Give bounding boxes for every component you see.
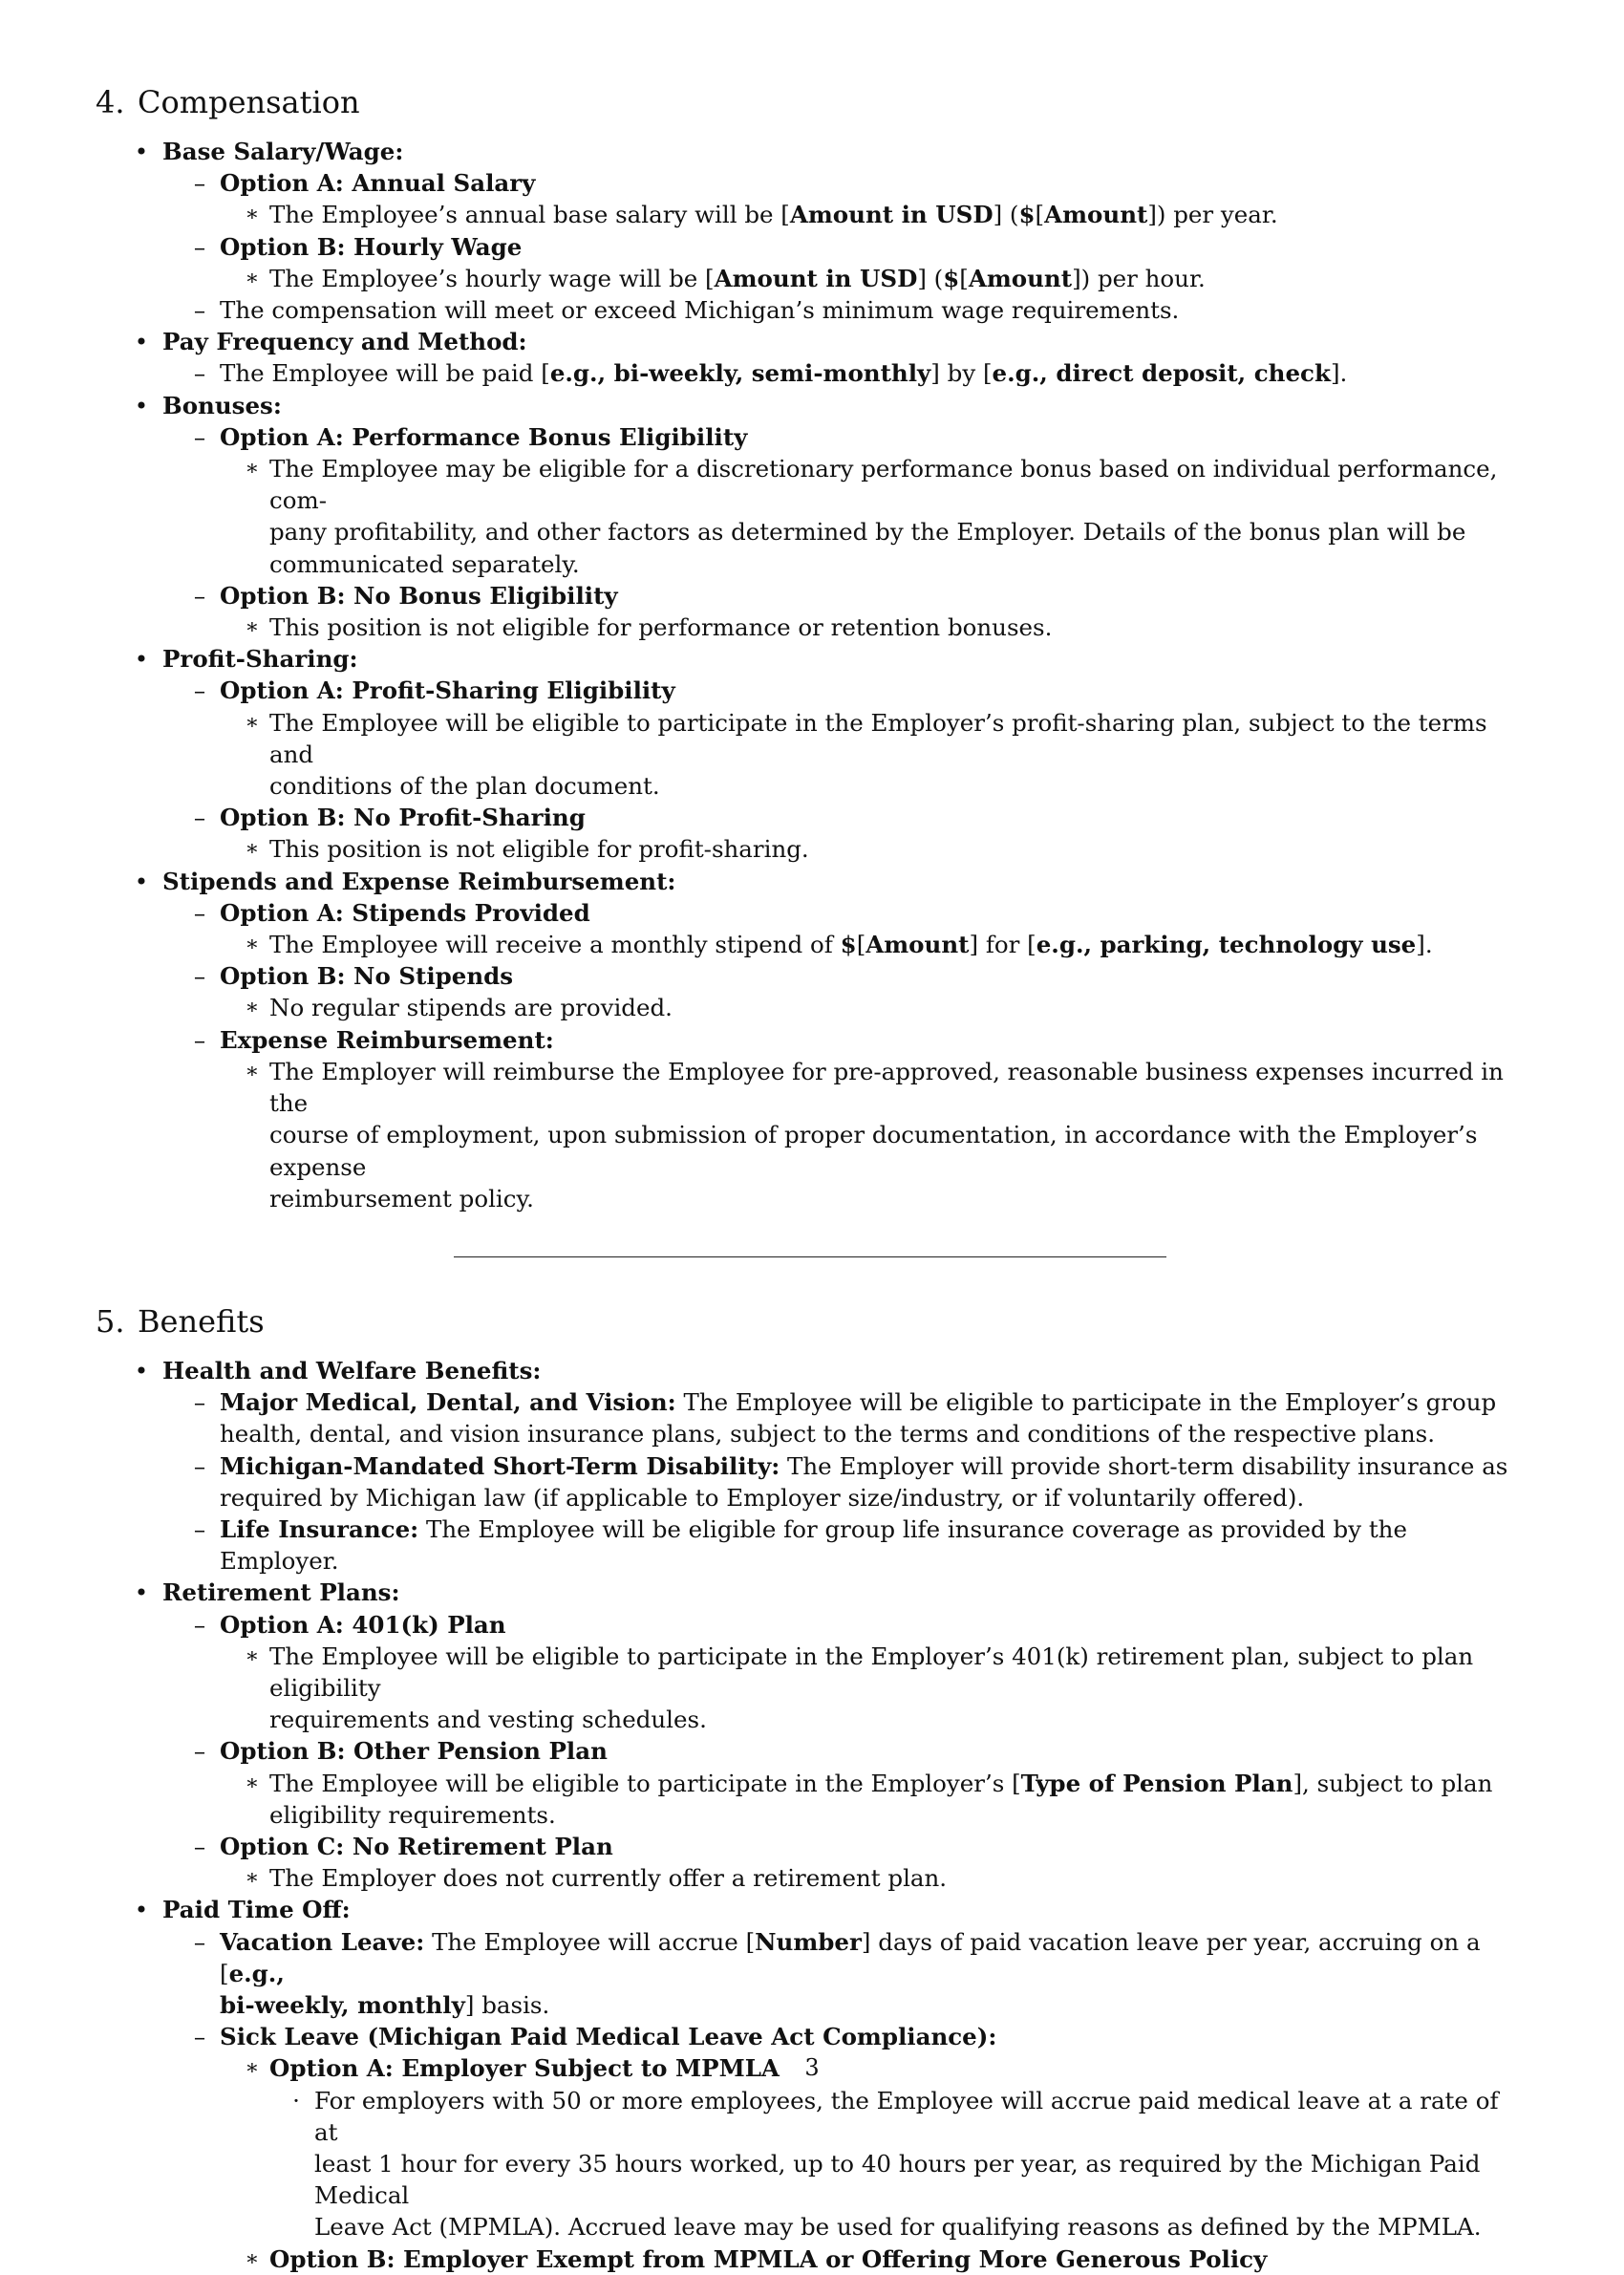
list-item: ∗ The Employee’s annual base salary will be [Amount in USD] ($[Amount]) per year. bbox=[96, 199, 1528, 230]
dash-icon: – bbox=[193, 1737, 206, 1766]
document-page bbox=[96, 82, 1528, 2275]
list-item: ∗ The Employer will reimburse the Employee for pre-approved, reasonable business expenses incurred in the bbox=[96, 1056, 1528, 1119]
list-item: – Option C: No Retirement Plan bbox=[96, 1831, 1528, 1862]
list-item: • Retirement Plans: bbox=[96, 1577, 1528, 1608]
list-item: – Option B: No Bonus Eligibility bbox=[96, 580, 1528, 612]
list-item: – Expense Reimbursement: bbox=[96, 1024, 1528, 1056]
list-item: – The compensation will meet or exceed Michigan’s minimum wage requirements. bbox=[96, 294, 1528, 326]
bullet-icon: • bbox=[134, 1578, 149, 1607]
list-item: • Health and Welfare Benefits: bbox=[96, 1355, 1528, 1386]
dash-icon: – bbox=[193, 359, 206, 388]
list-item-continuation: requirements and vesting schedules. bbox=[269, 1706, 707, 1734]
list-item-continuation: health, dental, and vision insurance plans, subject to the terms and conditions of the respective plans. bbox=[220, 1420, 1436, 1449]
section-number: 4. bbox=[96, 84, 125, 120]
list-item: • Paid Time Off: bbox=[96, 1894, 1528, 1925]
dash-icon: – bbox=[193, 1832, 206, 1860]
asterisk-icon: ∗ bbox=[245, 710, 260, 735]
list-item: ∗ The Employer does not currently offer a retirement plan. bbox=[96, 1862, 1528, 1894]
list-item-continuation: reimbursement policy. bbox=[269, 1184, 534, 1213]
list-item-continuation: Leave Act (MPMLA). Accrued leave may be used for qualifying reasons as defined by the MPMLA. bbox=[314, 2213, 1482, 2242]
list-item-continuation: course of employment, upon submission of proper documentation, in accordance with the Employer’s expense bbox=[269, 1121, 1478, 1181]
list-item: · For employers with 50 or more employees, the Employee will accrue paid medical leave at a rate of at bbox=[96, 2085, 1528, 2148]
dash-icon: – bbox=[193, 1025, 206, 1054]
list-item-continuation: communicated separately. bbox=[269, 549, 580, 578]
list-item: – The Employee will be paid [e.g., bi-weekly, semi-monthly] by [e.g., direct deposit, check]. bbox=[96, 357, 1528, 389]
asterisk-icon: ∗ bbox=[245, 2246, 260, 2271]
dash-icon: – bbox=[193, 1451, 206, 1480]
asterisk-icon: ∗ bbox=[245, 457, 260, 482]
list-item: ∗ The Employee may be eligible for a discretionary performance bonus based on individual performance, com- bbox=[96, 453, 1528, 516]
list-item: ∗ The Employee’s hourly wage will be [Amount in USD] ($[Amount]) per hour. bbox=[96, 263, 1528, 294]
list-item: – Michigan-Mandated Short-Term Disability: The Employer will provide short-term disability insurance as bbox=[96, 1450, 1528, 1482]
bullet-icon: • bbox=[134, 1896, 149, 1924]
page-number: 3 bbox=[804, 2054, 820, 2081]
dash-icon: – bbox=[193, 296, 206, 325]
list-item: – Vacation Leave: The Employee will accrue [Number] days of paid vacation leave per year, accruing on a [e.g., bbox=[96, 1926, 1528, 1989]
dash-icon: – bbox=[193, 898, 206, 927]
list-item: – Option A: Stipends Provided bbox=[96, 897, 1528, 929]
list-item: • Profit-Sharing: bbox=[96, 643, 1528, 675]
dash-icon: – bbox=[193, 2023, 206, 2051]
section-divider bbox=[454, 1256, 1166, 1257]
section-title: Compensation bbox=[138, 84, 360, 120]
list-item: ∗ The Employee will receive a monthly stipend of $[Amount] for [e.g., parking, technology use]. bbox=[96, 929, 1528, 960]
list-item: – Sick Leave (Michigan Paid Medical Leave Act Compliance): bbox=[96, 2021, 1528, 2052]
dash-icon: – bbox=[193, 962, 206, 991]
section-title: Benefits bbox=[138, 1302, 265, 1340]
list-item: – Option B: No Profit-Sharing bbox=[96, 802, 1528, 833]
asterisk-icon: ∗ bbox=[245, 1771, 260, 1795]
list-item: – Option A: Annual Salary bbox=[96, 167, 1528, 199]
dash-icon: – bbox=[193, 581, 206, 610]
bullet-icon: • bbox=[134, 1356, 149, 1384]
asterisk-icon: ∗ bbox=[245, 1643, 260, 1668]
list-item: – Option A: Performance Bonus Eligibility bbox=[96, 421, 1528, 453]
list-item: ∗ The Employee will be eligible to participate in the Employer’s profit-sharing plan, subject to the terms and bbox=[96, 707, 1528, 770]
list-item-continuation: eligibility requirements. bbox=[269, 1800, 556, 1829]
bullet-icon: • bbox=[134, 138, 149, 165]
list-item: • Base Salary/Wage: bbox=[96, 136, 1528, 167]
asterisk-icon: ∗ bbox=[245, 933, 260, 957]
asterisk-icon: ∗ bbox=[245, 615, 260, 640]
dash-icon: – bbox=[193, 422, 206, 451]
list-item: ∗ Option A: Employer Subject to MPMLA bbox=[96, 2052, 1528, 2084]
list-item: • Pay Frequency and Method: bbox=[96, 326, 1528, 357]
dash-icon: – bbox=[193, 232, 206, 261]
list-item: ∗ The Employee will be eligible to participate in the Employer’s [Type of Pension Plan], subject to plan bbox=[96, 1768, 1528, 1799]
list-item: – Life Insurance: The Employee will be eligible for group life insurance coverage as provided by the Employer. bbox=[96, 1513, 1528, 1577]
dash-icon: – bbox=[193, 676, 206, 705]
section-number: 5. bbox=[96, 1302, 125, 1340]
asterisk-icon: ∗ bbox=[245, 2056, 260, 2081]
list-item: – Option B: Other Pension Plan bbox=[96, 1735, 1528, 1767]
dash-icon: – bbox=[193, 1514, 206, 1543]
list-item: • Bonuses: bbox=[96, 390, 1528, 421]
asterisk-icon: ∗ bbox=[245, 266, 260, 290]
dash-icon: – bbox=[193, 1388, 206, 1417]
list-item-continuation: conditions of the plan document. bbox=[269, 772, 660, 801]
asterisk-icon: ∗ bbox=[245, 1866, 260, 1891]
dash-icon: – bbox=[193, 804, 206, 832]
list-item: – Major Medical, Dental, and Vision: The Employee will be eligible to participate in the Employer’s group bbox=[96, 1386, 1528, 1418]
asterisk-icon: ∗ bbox=[245, 1059, 260, 1084]
list-item-continuation: least 1 hour for every 35 hours worked, up to 40 hours per year, as required by the Michigan Paid Medical bbox=[314, 2149, 1481, 2210]
dash-icon: – bbox=[193, 1610, 206, 1639]
list-item: • Stipends and Expense Reimbursement: bbox=[96, 866, 1528, 897]
bullet-icon: • bbox=[134, 645, 149, 674]
asterisk-icon: ∗ bbox=[245, 996, 260, 1020]
asterisk-icon: ∗ bbox=[245, 837, 260, 862]
list-item: – Option B: No Stipends bbox=[96, 960, 1528, 992]
list-item: ∗ This position is not eligible for profit-sharing. bbox=[96, 833, 1528, 865]
list-item: ∗ No regular stipends are provided. bbox=[96, 992, 1528, 1023]
section-5-heading bbox=[96, 1301, 1528, 1341]
list-item-continuation: required by Michigan law (if applicable to Employer size/industry, or if voluntarily offered). bbox=[220, 1483, 1305, 1512]
list-item-continuation: pany profitability, and other factors as determined by the Employer. Details of the bonus plan will be bbox=[269, 518, 1466, 547]
list-item: ∗ The Employee will be eligible to participate in the Employer’s 401(k) retirement plan, subject to plan eligibility bbox=[96, 1641, 1528, 1704]
bullet-icon: • bbox=[134, 391, 149, 419]
list-item: – Option A: 401(k) Plan bbox=[96, 1609, 1528, 1641]
list-item: ∗ This position is not eligible for performance or retention bonuses. bbox=[96, 612, 1528, 643]
list-item: ∗ Option B: Employer Exempt from MPMLA or Offering More Generous Policy bbox=[96, 2243, 1528, 2275]
dash-icon: – bbox=[193, 1927, 206, 1956]
list-item: – Option A: Profit-Sharing Eligibility bbox=[96, 675, 1528, 706]
list-item-continuation: bi-weekly, monthly] basis. bbox=[220, 1990, 550, 2019]
bullet-icon: • bbox=[134, 867, 149, 895]
section-4-heading bbox=[96, 82, 1528, 122]
asterisk-icon: ∗ bbox=[245, 203, 260, 227]
dot-icon: · bbox=[292, 2086, 300, 2114]
dash-icon: – bbox=[193, 169, 206, 198]
list-item: – Option B: Hourly Wage bbox=[96, 231, 1528, 263]
bullet-icon: • bbox=[134, 328, 149, 356]
